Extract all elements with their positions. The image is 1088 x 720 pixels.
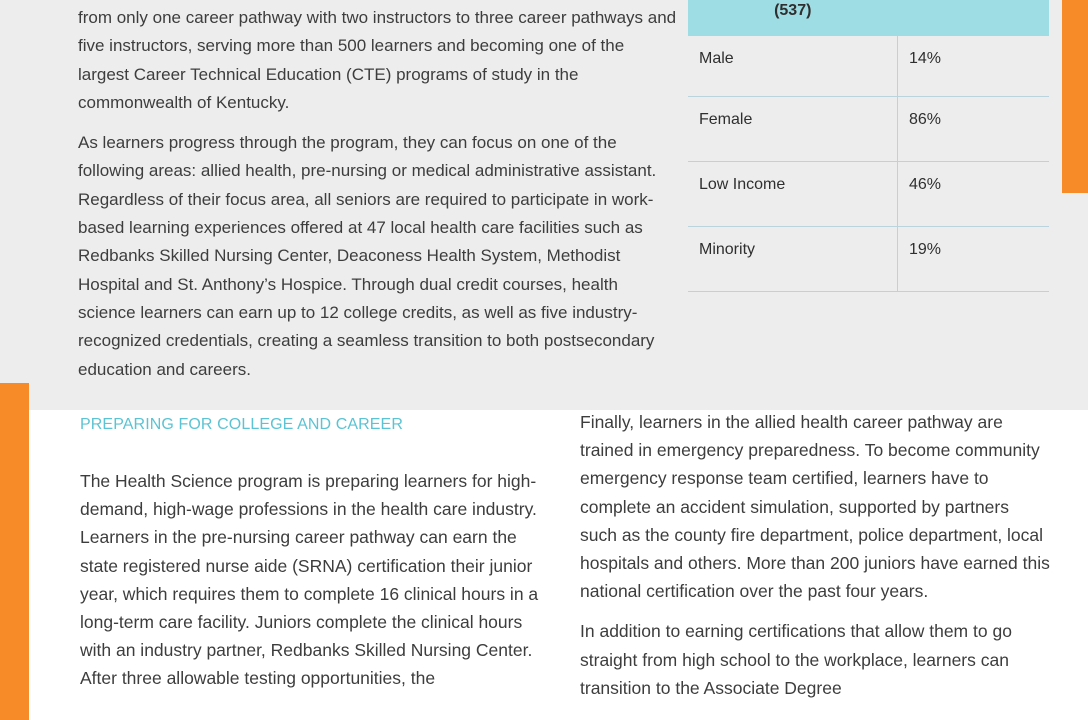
intro-paragraph-2: As learners progress through the program, they can focus on one of the following areas: allied health, pre-nursing or medical administrative assistant. Regardless of their focus area, all seniors are required to participate in work-based learning experiences offered at 47 local health care facilities such as Redbanks Skilled Nursing Center, Deaconess Health System, Methodist Hospital and St. Anthony’s Hospice. Through dual credit courses, health science learners can earn up to 12 college credits, as well as five industry-recognized credentials, creating a seamless transition to both postsecondary education and careers. [78, 133, 657, 379]
table-row [688, 97, 1049, 162]
right-column [580, 408, 1050, 714]
left-column [80, 410, 540, 693]
table-header-cell [688, 0, 898, 36]
right-paragraph-2: In addition to earning certifications that allow them to go straight from high school to the workplace, learners can transition to the Associate Degree [580, 621, 1012, 698]
table-header-row [688, 0, 1049, 36]
table-row [688, 162, 1049, 227]
table-header-cell-empty [898, 0, 1050, 36]
row-label: Minority [688, 227, 898, 292]
left-paragraph: The Health Science program is preparing learners for high-demand, high-wage professions in the health care industry. Learners in the pre-nursing career pathway can earn the state registered nurse aide (SRNA) certification their junior year, which requires them to complete 16 clinical hours in a long-term care facility. Juniors complete the clinical hours with an industry partner, Redbanks Skilled Nursing Center. After three allowable testing opportunities, the [80, 471, 539, 689]
table-row [688, 36, 1049, 97]
row-value: 14% [898, 36, 1050, 97]
row-value: 19% [898, 227, 1050, 292]
accent-bar-left [0, 383, 29, 720]
accent-bar-right [1062, 0, 1088, 193]
row-label: Female [688, 97, 898, 162]
demographics-table [688, 0, 1049, 292]
enrollment-count: (537) [774, 2, 812, 19]
right-paragraph-1: Finally, learners in the allied health career pathway are trained in emergency preparedness. To become community emergency response team certified, learners have to complete an accident simulation, supported by partners such as the county fire department, police department, local hospitals and others. More than 200 juniors have earned this national certification over the past four years. [580, 412, 1050, 602]
intro-paragraph-1: from only one career pathway with two instructors to three career pathways and five instructors, serving more than 500 learners and becoming one of the largest Career Technical Education (CTE) programs of study in the commonwealth of Kentucky. [78, 8, 677, 112]
row-label: Low Income [688, 162, 898, 227]
row-value: 86% [898, 97, 1050, 162]
row-value: 46% [898, 162, 1050, 227]
table-row [688, 227, 1049, 292]
row-label: Male [688, 36, 898, 97]
section-heading: PREPARING FOR COLLEGE AND CAREER [80, 416, 403, 433]
intro-text [78, 4, 678, 396]
